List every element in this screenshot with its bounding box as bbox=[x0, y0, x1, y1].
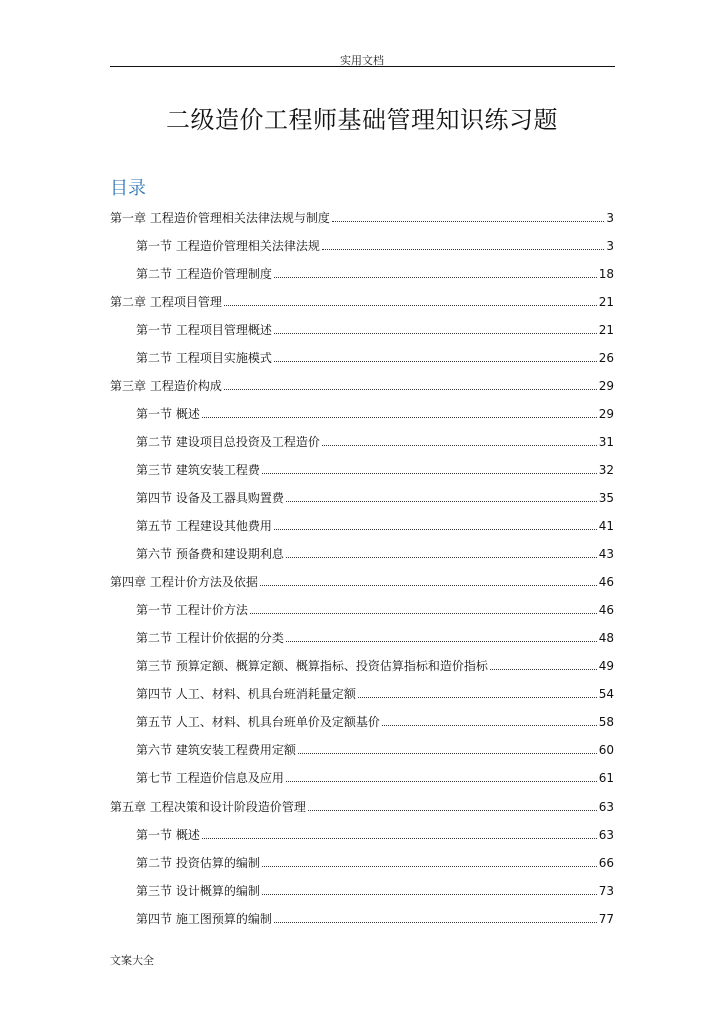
toc-section-entry[interactable] bbox=[0, 315, 724, 343]
toc-dot-leader bbox=[286, 641, 597, 642]
toc-page-number: 60 bbox=[598, 743, 614, 758]
toc-entry-line bbox=[136, 741, 724, 758]
toc-entry-title: 第二章 工程项目管理 bbox=[110, 294, 222, 309]
toc-entry-line bbox=[136, 237, 724, 254]
toc-entry-title: 第五节 工程建设其他费用 bbox=[136, 519, 272, 534]
toc-page-number: 61 bbox=[598, 771, 614, 786]
toc-section-entry[interactable] bbox=[0, 680, 724, 708]
toc-section-entry[interactable] bbox=[0, 343, 724, 371]
toc-page-number: 73 bbox=[598, 883, 614, 898]
toc-page-number: 63 bbox=[598, 799, 614, 814]
toc-entry-line bbox=[110, 377, 724, 394]
toc-entry-line bbox=[136, 545, 724, 562]
toc-section-entry[interactable] bbox=[0, 708, 724, 736]
toc-entry-line bbox=[136, 265, 724, 282]
toc-section-entry[interactable] bbox=[0, 399, 724, 427]
toc-dot-leader bbox=[358, 697, 597, 698]
toc-page-number: 66 bbox=[598, 855, 614, 870]
toc-entry-line bbox=[136, 854, 724, 871]
toc-entry-line bbox=[136, 433, 724, 450]
toc-entry-title: 第三章 工程造价构成 bbox=[110, 378, 222, 393]
toc-chapter-entry[interactable] bbox=[0, 792, 724, 820]
toc-page-number: 21 bbox=[598, 294, 614, 309]
table-of-contents bbox=[0, 203, 724, 932]
toc-entry-line bbox=[136, 910, 724, 927]
toc-entry-title: 第一节 工程计价方法 bbox=[136, 603, 248, 618]
toc-dot-leader bbox=[322, 445, 597, 446]
toc-entry-title: 第二节 工程造价管理制度 bbox=[136, 266, 272, 281]
toc-dot-leader bbox=[322, 249, 605, 250]
toc-entry-line bbox=[136, 685, 724, 702]
toc-page-number: 48 bbox=[598, 631, 614, 646]
toc-dot-leader bbox=[490, 669, 597, 670]
toc-entry-title: 第三节 预算定额、概算定额、概算指标、投资估算指标和造价指标 bbox=[136, 659, 488, 674]
toc-entry-title: 第一节 工程项目管理概述 bbox=[136, 322, 272, 337]
toc-section-entry[interactable] bbox=[0, 540, 724, 568]
toc-entry-line bbox=[136, 882, 724, 899]
toc-section-entry[interactable] bbox=[0, 231, 724, 259]
toc-dot-leader bbox=[262, 473, 597, 474]
toc-dot-leader bbox=[274, 529, 597, 530]
toc-page-number: 3 bbox=[606, 238, 614, 253]
toc-dot-leader bbox=[260, 585, 597, 586]
toc-page-number: 77 bbox=[598, 911, 614, 926]
toc-entry-title: 第四章 工程计价方法及依据 bbox=[110, 575, 258, 590]
toc-page-number: 35 bbox=[598, 490, 614, 505]
toc-entry-title: 第五节 人工、材料、机具台班单价及定额基价 bbox=[136, 715, 380, 730]
document-title: 二级造价工程师基础管理知识练习题 bbox=[166, 106, 558, 134]
toc-page-number: 29 bbox=[598, 406, 614, 421]
toc-dot-leader bbox=[286, 557, 597, 558]
toc-section-entry[interactable] bbox=[0, 483, 724, 511]
toc-entry-line bbox=[136, 826, 724, 843]
toc-entry-line bbox=[136, 769, 724, 786]
toc-entry-line bbox=[136, 517, 724, 534]
toc-entry-line bbox=[110, 573, 724, 590]
toc-page-number: 21 bbox=[598, 322, 614, 337]
toc-page-number: 29 bbox=[598, 378, 614, 393]
toc-dot-leader bbox=[274, 333, 597, 334]
toc-entry-title: 第四节 施工图预算的编制 bbox=[136, 911, 272, 926]
toc-chapter-entry[interactable] bbox=[0, 287, 724, 315]
toc-entry-line bbox=[110, 798, 724, 815]
toc-page-number: 26 bbox=[598, 350, 614, 365]
toc-entry-line bbox=[110, 209, 724, 226]
toc-dot-leader bbox=[286, 501, 597, 502]
toc-dot-leader bbox=[224, 305, 597, 306]
toc-page-number: 58 bbox=[598, 715, 614, 730]
toc-entry-line bbox=[136, 713, 724, 730]
toc-entry-line bbox=[136, 405, 724, 422]
toc-section-entry[interactable] bbox=[0, 455, 724, 483]
toc-heading: 目录 bbox=[110, 178, 146, 199]
toc-entry-line bbox=[136, 629, 724, 646]
toc-entry-line bbox=[110, 293, 724, 310]
toc-dot-leader bbox=[298, 753, 597, 754]
toc-page-number: 32 bbox=[598, 462, 614, 477]
toc-entry-line bbox=[136, 657, 724, 674]
toc-dot-leader bbox=[262, 866, 597, 867]
toc-dot-leader bbox=[332, 221, 605, 222]
page-footer: 文案大全 bbox=[110, 954, 154, 967]
toc-entry-line bbox=[136, 349, 724, 366]
toc-section-entry[interactable] bbox=[0, 904, 724, 932]
toc-dot-leader bbox=[262, 894, 597, 895]
toc-dot-leader bbox=[250, 613, 597, 614]
toc-page-number: 54 bbox=[598, 687, 614, 702]
toc-entry-title: 第五章 工程决策和设计阶段造价管理 bbox=[110, 799, 306, 814]
toc-section-entry[interactable] bbox=[0, 764, 724, 792]
toc-entry-title: 第二节 投资估算的编制 bbox=[136, 855, 260, 870]
toc-entry-title: 第六节 预备费和建设期利息 bbox=[136, 547, 284, 562]
toc-entry-line bbox=[136, 601, 724, 618]
toc-page-number: 46 bbox=[598, 575, 614, 590]
toc-entry-title: 第二节 建设项目总投资及工程造价 bbox=[136, 434, 320, 449]
toc-dot-leader bbox=[202, 838, 597, 839]
toc-page-number: 18 bbox=[598, 266, 614, 281]
toc-page-number: 31 bbox=[598, 434, 614, 449]
toc-section-entry[interactable] bbox=[0, 820, 724, 848]
toc-section-entry[interactable] bbox=[0, 427, 724, 455]
toc-page-number: 63 bbox=[598, 827, 614, 842]
toc-section-entry[interactable] bbox=[0, 259, 724, 287]
toc-page-number: 43 bbox=[598, 547, 614, 562]
toc-dot-leader bbox=[274, 922, 597, 923]
toc-dot-leader bbox=[224, 389, 597, 390]
toc-dot-leader bbox=[286, 781, 597, 782]
toc-section-entry[interactable] bbox=[0, 848, 724, 876]
toc-dot-leader bbox=[202, 417, 597, 418]
toc-page-number: 49 bbox=[598, 659, 614, 674]
toc-entry-title: 第一节 工程造价管理相关法律法规 bbox=[136, 238, 320, 253]
toc-entry-title: 第三节 设计概算的编制 bbox=[136, 883, 260, 898]
toc-page-number: 3 bbox=[606, 210, 614, 225]
toc-chapter-entry[interactable] bbox=[0, 203, 724, 231]
header-rule bbox=[110, 66, 615, 67]
toc-page-number: 46 bbox=[598, 603, 614, 618]
toc-section-entry[interactable] bbox=[0, 624, 724, 652]
toc-entry-title: 第三节 建筑安装工程费 bbox=[136, 462, 260, 477]
toc-entry-title: 第六节 建筑安装工程费用定额 bbox=[136, 743, 296, 758]
toc-chapter-entry[interactable] bbox=[0, 568, 724, 596]
toc-entry-title: 第七节 工程造价信息及应用 bbox=[136, 771, 284, 786]
toc-page-number: 41 bbox=[598, 519, 614, 534]
toc-entry-title: 第一节 概述 bbox=[136, 827, 200, 842]
toc-entry-title: 第四节 人工、材料、机具台班消耗量定额 bbox=[136, 687, 356, 702]
toc-entry-line bbox=[136, 461, 724, 478]
toc-dot-leader bbox=[308, 810, 597, 811]
toc-entry-line bbox=[136, 321, 724, 338]
toc-section-entry[interactable] bbox=[0, 512, 724, 540]
toc-entry-title: 第二节 工程计价依据的分类 bbox=[136, 631, 284, 646]
toc-dot-leader bbox=[274, 277, 597, 278]
toc-section-entry[interactable] bbox=[0, 596, 724, 624]
page-header: 实用文档 bbox=[340, 54, 384, 67]
toc-section-entry[interactable] bbox=[0, 736, 724, 764]
toc-entry-title: 第二节 工程项目实施模式 bbox=[136, 350, 272, 365]
toc-section-entry[interactable] bbox=[0, 876, 724, 904]
toc-entry-title: 第一章 工程造价管理相关法律法规与制度 bbox=[110, 210, 330, 225]
toc-dot-leader bbox=[274, 361, 597, 362]
toc-section-entry[interactable] bbox=[0, 652, 724, 680]
toc-chapter-entry[interactable] bbox=[0, 371, 724, 399]
toc-entry-title: 第四节 设备及工器具购置费 bbox=[136, 490, 284, 505]
toc-dot-leader bbox=[382, 725, 597, 726]
toc-entry-line bbox=[136, 489, 724, 506]
toc-entry-title: 第一节 概述 bbox=[136, 406, 200, 421]
